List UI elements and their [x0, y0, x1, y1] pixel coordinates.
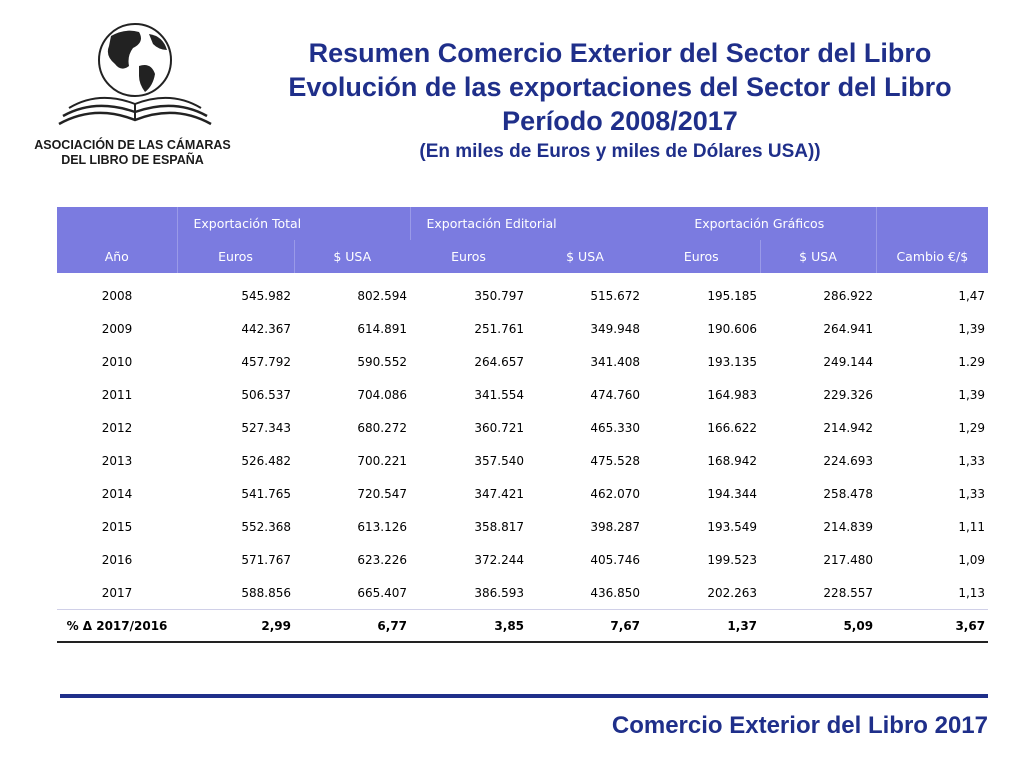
- year-cell: 2012: [101, 420, 133, 435]
- value-cell: 474.760: [590, 387, 641, 402]
- table-row: [57, 510, 988, 543]
- percent-change-value: 5,09: [760, 610, 876, 643]
- value-cell: 168.942: [707, 453, 758, 468]
- value-cell: 704.086: [357, 387, 408, 402]
- value-cell: 357.540: [474, 453, 525, 468]
- value-cell: 360.721: [474, 420, 525, 435]
- value-cell: 164.983: [707, 387, 758, 402]
- percent-change-value: 3,67: [876, 610, 988, 643]
- value-cell: 1.29: [958, 354, 986, 369]
- percent-change-value: 1,37: [643, 610, 760, 643]
- organization-name: [10, 138, 255, 168]
- value-cell: 224.693: [823, 453, 874, 468]
- percent-change-label: % Δ 2017/2016: [57, 610, 177, 643]
- value-cell: 1,11: [958, 519, 986, 534]
- organization-line-1: ASOCIACIÓN DE LAS CÁMARAS: [34, 138, 231, 152]
- value-cell: 680.272: [357, 420, 408, 435]
- footer-title: Comercio Exterior del Libro 2017: [611, 712, 988, 739]
- percent-change-value: 7,67: [527, 610, 643, 643]
- value-cell: 465.330: [590, 420, 641, 435]
- value-cell: 398.287: [590, 519, 641, 534]
- value-cell: 349.948: [590, 321, 641, 336]
- value-cell: 228.557: [760, 576, 876, 610]
- value-cell: 1,33: [958, 486, 986, 501]
- group-header-total: Exportación Total: [177, 207, 410, 240]
- value-cell: 341.554: [474, 387, 525, 402]
- column-header-graficos-usd: $ USA: [760, 240, 876, 273]
- percent-change-value: 3,85: [410, 610, 527, 643]
- value-cell: 264.657: [474, 354, 525, 369]
- value-cell: 202.263: [643, 576, 760, 610]
- table-row: [57, 444, 988, 477]
- value-cell: 193.135: [707, 354, 758, 369]
- value-cell: 588.856: [177, 576, 294, 610]
- value-cell: 386.593: [410, 576, 527, 610]
- header-empty-cell: [57, 207, 177, 240]
- year-cell: 2011: [101, 387, 133, 402]
- footer-divider: [60, 694, 988, 698]
- value-cell: 195.185: [707, 288, 758, 303]
- value-cell: 1,13: [876, 576, 988, 610]
- value-cell: 613.126: [357, 519, 408, 534]
- value-cell: 545.982: [241, 288, 291, 303]
- percent-change-value: 2,99: [177, 610, 294, 643]
- value-cell: 358.817: [474, 519, 525, 534]
- table-row: [57, 411, 988, 444]
- value-cell: 527.343: [241, 420, 291, 435]
- value-cell: 1,39: [958, 321, 986, 336]
- year-cell: 2016: [101, 552, 133, 567]
- page-title-line-1: Resumen Comercio Exterior del Sector del Libro: [308, 38, 932, 68]
- column-header-total-usd: $ USA: [294, 240, 410, 273]
- value-cell: 515.672: [590, 288, 641, 303]
- percent-change-value: 6,77: [294, 610, 410, 643]
- year-cell: 2009: [101, 321, 133, 336]
- value-cell: 802.594: [357, 288, 408, 303]
- column-header-total-euros: Euros: [177, 240, 294, 273]
- value-cell: 442.367: [241, 321, 291, 336]
- value-cell: 251.761: [474, 321, 525, 336]
- column-header-graficos-euros: Euros: [643, 240, 760, 273]
- table-row: [57, 345, 988, 378]
- page-subtitle: (En miles de Euros y miles de Dólares USA)): [419, 141, 821, 162]
- value-cell: 194.344: [707, 486, 758, 501]
- table-row: [57, 543, 988, 576]
- value-cell: 264.941: [823, 321, 874, 336]
- table-body: [57, 273, 988, 642]
- value-cell: 249.144: [823, 354, 874, 369]
- value-cell: 623.226: [357, 552, 408, 567]
- value-cell: 199.523: [707, 552, 758, 567]
- year-cell: 2013: [101, 453, 133, 468]
- column-header-editorial-euros: Euros: [410, 240, 527, 273]
- value-cell: 286.922: [823, 288, 874, 303]
- percent-change-row: [57, 610, 988, 643]
- table-column-header-row: [57, 240, 988, 273]
- value-cell: 457.792: [241, 354, 291, 369]
- value-cell: 350.797: [474, 288, 525, 303]
- value-cell: 665.407: [294, 576, 410, 610]
- value-cell: 614.891: [357, 321, 408, 336]
- column-header-editorial-usd: $ USA: [527, 240, 643, 273]
- table-group-header-row: [57, 207, 988, 240]
- title-block: [240, 36, 1000, 165]
- value-cell: 1,33: [958, 453, 986, 468]
- value-cell: 190.606: [707, 321, 758, 336]
- value-cell: 229.326: [823, 387, 874, 402]
- header-empty-cell: [876, 207, 988, 240]
- value-cell: 258.478: [823, 486, 874, 501]
- year-cell: 2008: [101, 288, 133, 303]
- value-cell: 341.408: [590, 354, 641, 369]
- table-row: [57, 378, 988, 411]
- value-cell: 571.767: [241, 552, 291, 567]
- year-cell: 2010: [101, 354, 133, 369]
- column-header-ano: Año: [57, 240, 177, 273]
- value-cell: 1,47: [958, 288, 986, 303]
- value-cell: 214.942: [823, 420, 874, 435]
- organization-line-2: DEL LIBRO DE ESPAÑA: [61, 153, 204, 167]
- table-row: [57, 312, 988, 345]
- value-cell: 1,29: [958, 420, 986, 435]
- year-cell: 2017: [57, 576, 177, 610]
- value-cell: 590.552: [357, 354, 408, 369]
- table-row: [57, 477, 988, 510]
- value-cell: 193.549: [707, 519, 758, 534]
- value-cell: 541.765: [241, 486, 291, 501]
- value-cell: 214.839: [823, 519, 874, 534]
- exports-table: [57, 207, 988, 643]
- table-row: [57, 576, 988, 610]
- value-cell: 405.746: [590, 552, 641, 567]
- table-row: [57, 273, 988, 312]
- value-cell: 1,39: [958, 387, 986, 402]
- year-cell: 2014: [101, 486, 133, 501]
- page-title-line-3: Período 2008/2017: [502, 106, 738, 136]
- page-title-line-2: Evolución de las exportaciones del Sector del Libro: [288, 72, 952, 102]
- group-header-editorial: Exportación Editorial: [410, 207, 643, 240]
- value-cell: 166.622: [707, 420, 758, 435]
- value-cell: 436.850: [527, 576, 643, 610]
- value-cell: 462.070: [590, 486, 641, 501]
- group-header-graficos: Exportación Gráficos: [643, 207, 876, 240]
- value-cell: 217.480: [823, 552, 874, 567]
- value-cell: 552.368: [241, 519, 291, 534]
- value-cell: 506.537: [241, 387, 291, 402]
- value-cell: 372.244: [474, 552, 525, 567]
- value-cell: 526.482: [241, 453, 291, 468]
- value-cell: 475.528: [590, 453, 641, 468]
- value-cell: 700.221: [357, 453, 408, 468]
- value-cell: 347.421: [474, 486, 525, 501]
- value-cell: 720.547: [357, 486, 408, 501]
- globe-on-open-book-icon: [55, 20, 215, 132]
- value-cell: 1,09: [958, 552, 986, 567]
- year-cell: 2015: [101, 519, 133, 534]
- column-header-cambio: Cambio €/$: [876, 240, 988, 273]
